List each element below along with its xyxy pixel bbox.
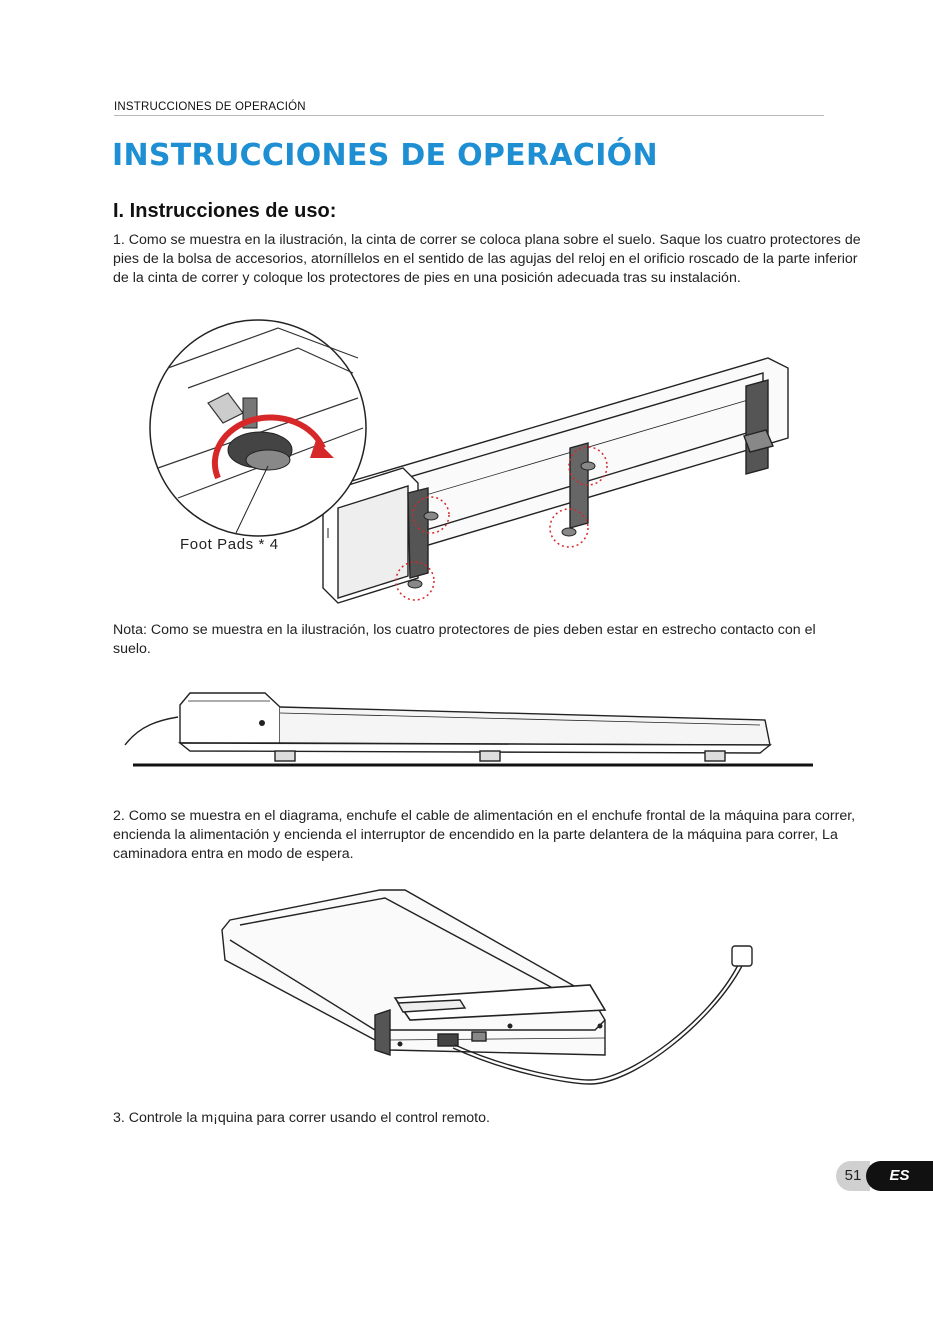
page-title: INSTRUCCIONES DE OPERACIÓN (112, 138, 658, 173)
section-heading: I. Instrucciones de uso: (113, 200, 337, 222)
foot-pads-illustration (148, 318, 798, 608)
step-3-paragraph: 3. Controle la m¡quina para correr usando el control remoto. (113, 1110, 490, 1126)
note-paragraph: Nota: Como se muestra en la ilustración, los cuatro protectores de pies deben estar en estrecho contacto con el suelo. (113, 622, 816, 657)
step-1-paragraph: 1. Como se muestra en la ilustración, la cinta de correr se coloca plana sobre el suelo. Saque los cuatro protectores de pies de la bolsa de accesorios, atorníllelos en el sentido de las agujas del reloj en el orificio roscado de la parte inferior de la cinta de correr y coloque los protectores de pies en una posición adecuada tras su instalación. (113, 232, 861, 286)
treadmill-side-view-illustration (120, 685, 820, 775)
language-badge: ES (866, 1161, 933, 1191)
foot-pads-callout: Foot Pads * 4 (180, 536, 279, 553)
running-header: INSTRUCCIONES DE OPERACIÓN (114, 101, 824, 116)
power-cable-illustration (210, 880, 770, 1090)
step-2-paragraph: 2. Como se muestra en el diagrama, enchufe el cable de alimentación en el enchufe frontal de la máquina para correr, encienda la alimentación y encienda el interruptor de encendido en la parte delantera de la máquina para correr, La caminadora entra en modo de espera. (113, 808, 856, 862)
page-number: 51 (836, 1161, 870, 1191)
